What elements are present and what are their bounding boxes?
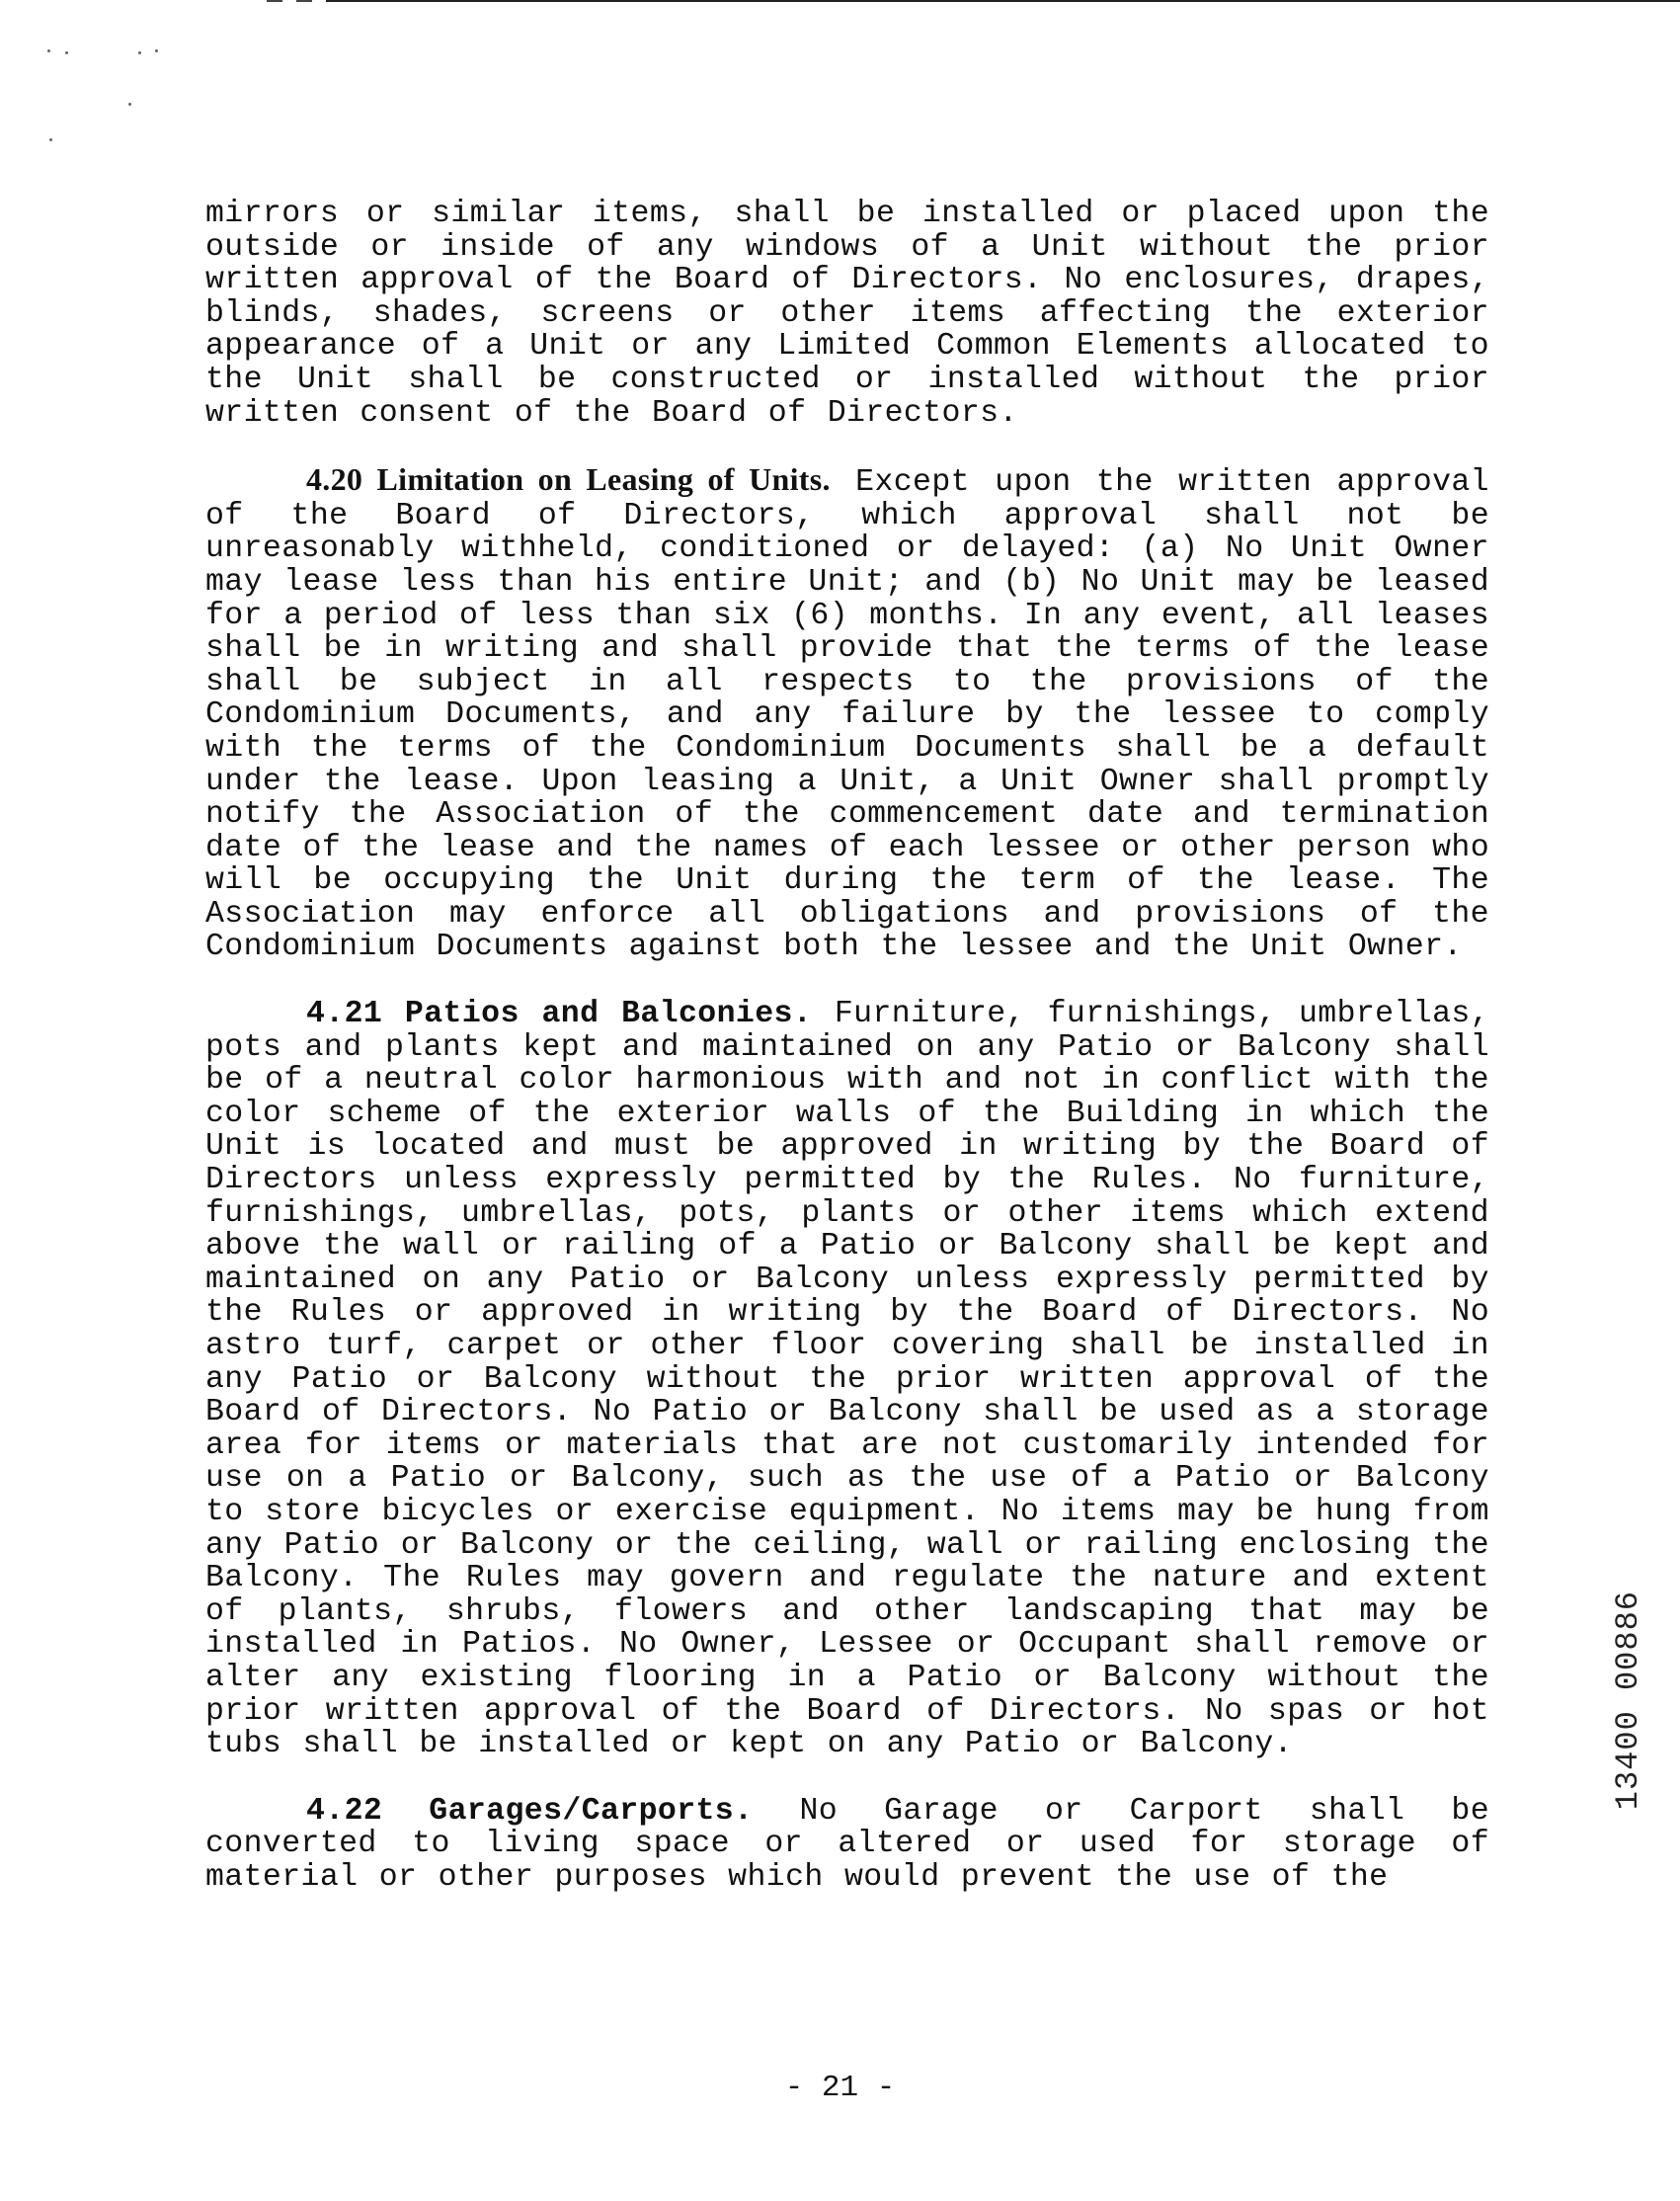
section-heading: 4.21 Patios and Balconies. [306, 997, 813, 1032]
scan-speck [49, 138, 52, 141]
document-body [205, 198, 1489, 1928]
page-number: - 21 - [784, 2071, 896, 2105]
scan-speck [155, 49, 158, 52]
section-heading: 4.20 Limitation on Leasing of Units. [306, 461, 831, 498]
scan-speck [128, 103, 131, 106]
scan-speck [138, 51, 141, 54]
scan-mark [267, 0, 282, 2]
scan-mark [296, 0, 312, 2]
section-heading: 4.22 Garages/Carports. [306, 1793, 754, 1829]
section-4-20 [205, 463, 1489, 964]
paragraph-continuation [205, 198, 1489, 430]
section-text: Furniture, furnishings, umbrellas, pots and plants kept and maintained on any Patio or Balcony shall be of a neutral color harmonious with and not in conflict with the color scheme of the exterior walls of the Building in which the Unit is located and must be approved in writing by the Board of Directors unless expressly permitted by the Rules. No furniture, furnishings, umbrellas, pots, plants or other items which extend above the wall or railing of a Patio or Balcony shall be kept and maintained on any Patio or Balcony unless expressly permitted by the Rules or approved in writing by the Board of Directors. No astro turf, carpet or other floor covering shall be installed in any Patio or Balcony without the prior written approval of the Board of Directors. No Patio or Balcony shall be used as a storage area for items or materials that are not customarily intended for use on a Patio or Balcony, such as the use of a Patio or Balcony to store bicycles or exercise equipment. No items may be hung from any Patio or Balcony or the ceiling, wall or railing enclosing the Balcony. The Rules may govern and regulate the nature and extent of plants, shrubs, flowers and other landscaping that may be installed in Patios. No Owner, Lessee or Occupant shall remove or alter any existing flooring in a Patio or Balcony without the prior written approval of the Board of Directors. No spas or hot tubs shall be installed or kept on any Patio or Balcony. [205, 997, 1489, 1762]
top-rule [326, 0, 1680, 2]
section-4-21 [205, 998, 1489, 1761]
scan-speck [65, 51, 68, 54]
scan-speck [47, 49, 50, 52]
section-text: Except upon the written approval of the Board of Directors, which approval shall not be unreasonably withheld, conditioned or delayed: (a) No Unit Owner may lease less than his entire Unit; and (b) No Unit may be leased for a period of less than six (6) months. In any event, all leases shall be in writing and shall provide that the terms of the lease shall be subject in all respects to the provisions of the Condominium Documents, and any failure by the lessee to comply with the terms of the Condominium Documents shall be a default under the lease. Upon leasing a Unit, a Unit Owner shall promptly notify the Association of the commencement date and termination date of the lease and the names of each lessee or other person who will be occupying the Unit during the term of the lease. The Association may enforce all obligations and provisions of the Condominium Documents against both the lessee and the Unit Owner. [205, 465, 1490, 965]
section-text: No Garage or Carport shall be converted to living space or altered or used for storage of material or other purposes which would prevent the use of the [205, 1793, 1490, 1895]
section-4-22 [205, 1795, 1489, 1895]
paragraph-text: mirrors or similar items, shall be installed or placed upon the outside or inside of any windows of a Unit without the prior written approval of the Board of Directors. No enclosures, drapes, blinds, shades, screens or other items affecting the exterior appearance of a Unit or any Limited Common Elements allocated to the Unit shall be constructed or installed without the prior written consent of the Board of Directors. [205, 197, 1489, 431]
recording-stamp: 13400 00886 [1610, 1590, 1646, 1811]
